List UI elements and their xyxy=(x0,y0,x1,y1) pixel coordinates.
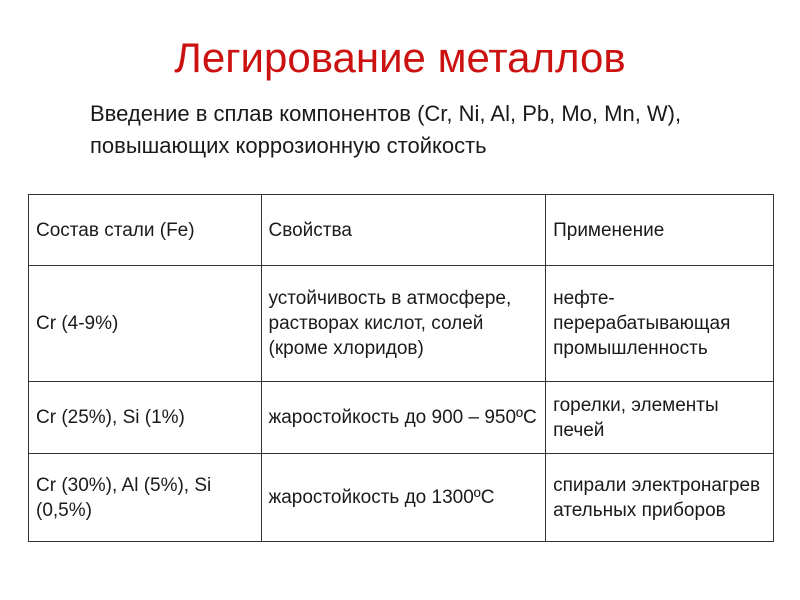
cell-application: спирали электронагревательных приборов xyxy=(546,454,774,542)
cell-application: нефте-перерабатывающая промышленность xyxy=(546,266,774,382)
slide-title: Легирование металлов xyxy=(174,34,626,81)
cell-composition: Cr (30%), Al (5%), Si (0,5%) xyxy=(29,454,262,542)
alloy-table xyxy=(28,194,774,542)
cell-composition: Cr (25%), Si (1%) xyxy=(29,382,262,454)
table-row xyxy=(29,266,774,382)
header-composition: Состав стали (Fe) xyxy=(29,195,262,266)
intro-text: Введение в сплав компонентов (Cr, Ni, Al, Pb, Mo, Mn, W), повышающих коррозионную стойкость xyxy=(90,101,682,158)
cell-properties: жаростойкость до 900 – 950ºС xyxy=(261,382,546,454)
table-header-row xyxy=(29,195,774,266)
cell-properties: жаростойкость до 1300ºС xyxy=(261,454,546,542)
header-application: Применение xyxy=(546,195,774,266)
cell-application: горелки, элементы печей xyxy=(546,382,774,454)
cell-composition: Cr (4-9%) xyxy=(29,266,262,382)
header-properties: Свойства xyxy=(261,195,546,266)
table-row xyxy=(29,382,774,454)
table-row xyxy=(29,454,774,542)
cell-properties: устойчивость в атмосфере, растворах кислот, солей (кроме хлоридов) xyxy=(261,266,546,382)
